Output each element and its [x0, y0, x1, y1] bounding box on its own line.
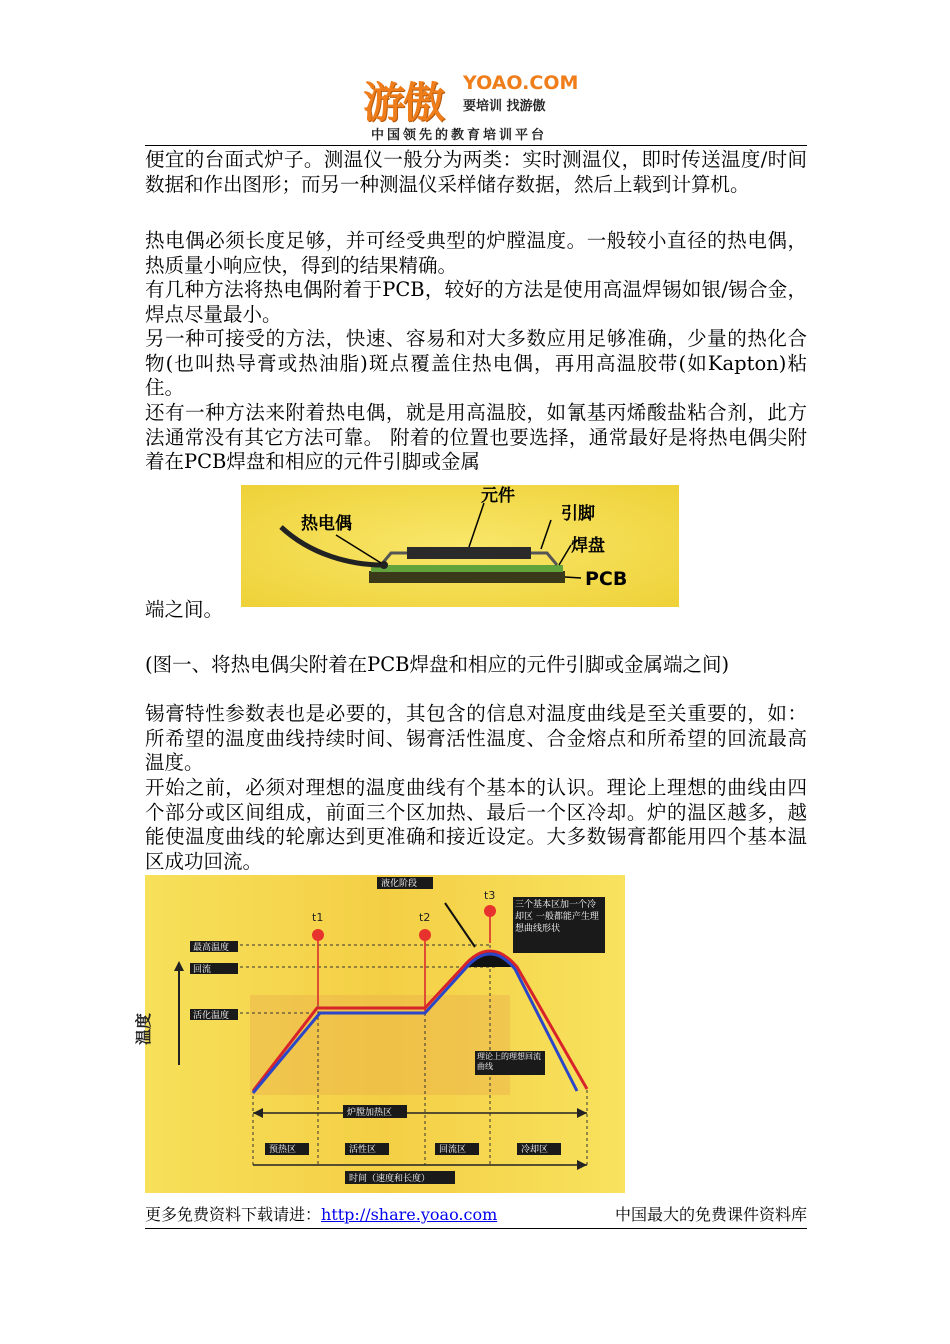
- label-component: 元件: [481, 486, 515, 506]
- thermocouple-tip: [380, 561, 388, 569]
- label-reflow: 回流: [193, 965, 212, 975]
- paragraph-4: 另一种可接受的方法，快速、容易和对大多数应用足够准确，少量的热化合物(也叫热导膏或热油脂)斑点覆盖住热电偶，再用高温胶带(如Kapton)粘住。: [145, 327, 807, 400]
- footer-divider: [145, 1228, 807, 1229]
- label-note: 三个基本区加一个冷却区 一般都能产生理想曲线形状: [515, 900, 599, 934]
- label-time-axis: 时间（速度和长度）: [349, 1174, 431, 1184]
- pcb-board: [369, 571, 565, 583]
- label-t2: t2: [419, 911, 431, 924]
- label-zone-active: 活性区: [349, 1145, 377, 1155]
- logo-tagline: 中国领先的教育培训平台: [371, 128, 548, 143]
- label-pcb: PCB: [585, 568, 628, 590]
- label-thermocouple: 热电偶: [301, 514, 352, 534]
- site-logo: [363, 68, 588, 142]
- figure-thermocouple-attachment: [241, 485, 679, 607]
- figure1-caption: (图一、将热电偶尖附着在PCB焊盘和相应的元件引脚或金属端之间): [145, 653, 730, 676]
- header-divider: [145, 145, 807, 146]
- logo-slogan: 要培训 找游傲: [463, 99, 546, 114]
- paragraph-6: 端之间。: [145, 598, 224, 621]
- marker-t1: [312, 929, 324, 941]
- label-zone-cooling: 冷却区: [521, 1145, 549, 1155]
- label-ideal-curve: 理论上的理想回流曲线: [477, 1052, 541, 1071]
- logo-domain: YOAO.COM: [463, 72, 579, 94]
- footer-right-text: 中国最大的免费课件资料库: [614, 1205, 807, 1224]
- label-activation: 活化温度: [193, 1011, 230, 1021]
- label-zone-reflow: 回流区: [439, 1145, 467, 1155]
- label-temperature: 温度: [134, 1012, 153, 1045]
- logo-main: 游傲: [363, 78, 444, 127]
- label-peak-temp: 最高温度: [193, 943, 230, 953]
- label-liquid-phase: 液化阶段: [381, 879, 418, 889]
- footer-left: [145, 1202, 497, 1225]
- label-zone-preheat: 预热区: [269, 1145, 297, 1155]
- figure-reflow-profile: [134, 875, 625, 1193]
- paragraph-5: 还有一种方法来附着热电偶，就是用高温胶，如氰基丙烯酸盐粘合剂，此方法通常没有其它方法可靠。 附着的位置也要选择，通常最好是将热电偶尖附着在PCB焊盘和相应的元件引脚或金属: [145, 401, 807, 474]
- label-heating-zone: 炉膛加热区: [347, 1108, 393, 1118]
- label-pad: 焊盘: [571, 536, 605, 556]
- pcb-pad: [371, 565, 563, 572]
- paragraph-8: 开始之前，必须对理想的温度曲线有个基本的认识。理论上理想的曲线由四个部分或区间组成，前面三个区加热、最后一个区冷却。炉的温区越多，越能使温度曲线的轮廓达到更准确和接近设定。大多数锡膏都能用四个基本温区成功回流。: [145, 776, 807, 873]
- paragraph-1: 便宜的台面式炉子。测温仪一般分为两类：实时测温仪，即时传送温度/时间数据和作出图形；而另一种测温仪采样储存数据，然后上载到计算机。: [145, 148, 807, 196]
- paragraph-3: 有几种方法将热电偶附着于PCB，较好的方法是使用高温焊锡如银/锡合金，焊点尽量最小。: [145, 278, 807, 326]
- label-t3: t3: [484, 889, 496, 902]
- label-lead: 引脚: [561, 504, 595, 524]
- paragraph-2: 热电偶必须长度足够，并可经受典型的炉膛温度。一般较小直径的热电偶，热质量小响应快，得到的结果精确。: [145, 229, 807, 277]
- footer-prompt: 更多免费资料下载请进：: [145, 1205, 322, 1224]
- marker-t2: [419, 929, 431, 941]
- marker-t3: [484, 905, 496, 917]
- footer-link[interactable]: http://share.yoao.com: [321, 1205, 498, 1224]
- label-t1: t1: [312, 911, 324, 924]
- component-body: [407, 547, 531, 559]
- paragraph-7: 锡膏特性参数表也是必要的，其包含的信息对温度曲线是至关重要的，如：所希望的温度曲线持续时间、锡膏活性温度、合金熔点和所希望的回流最高温度。: [145, 702, 807, 775]
